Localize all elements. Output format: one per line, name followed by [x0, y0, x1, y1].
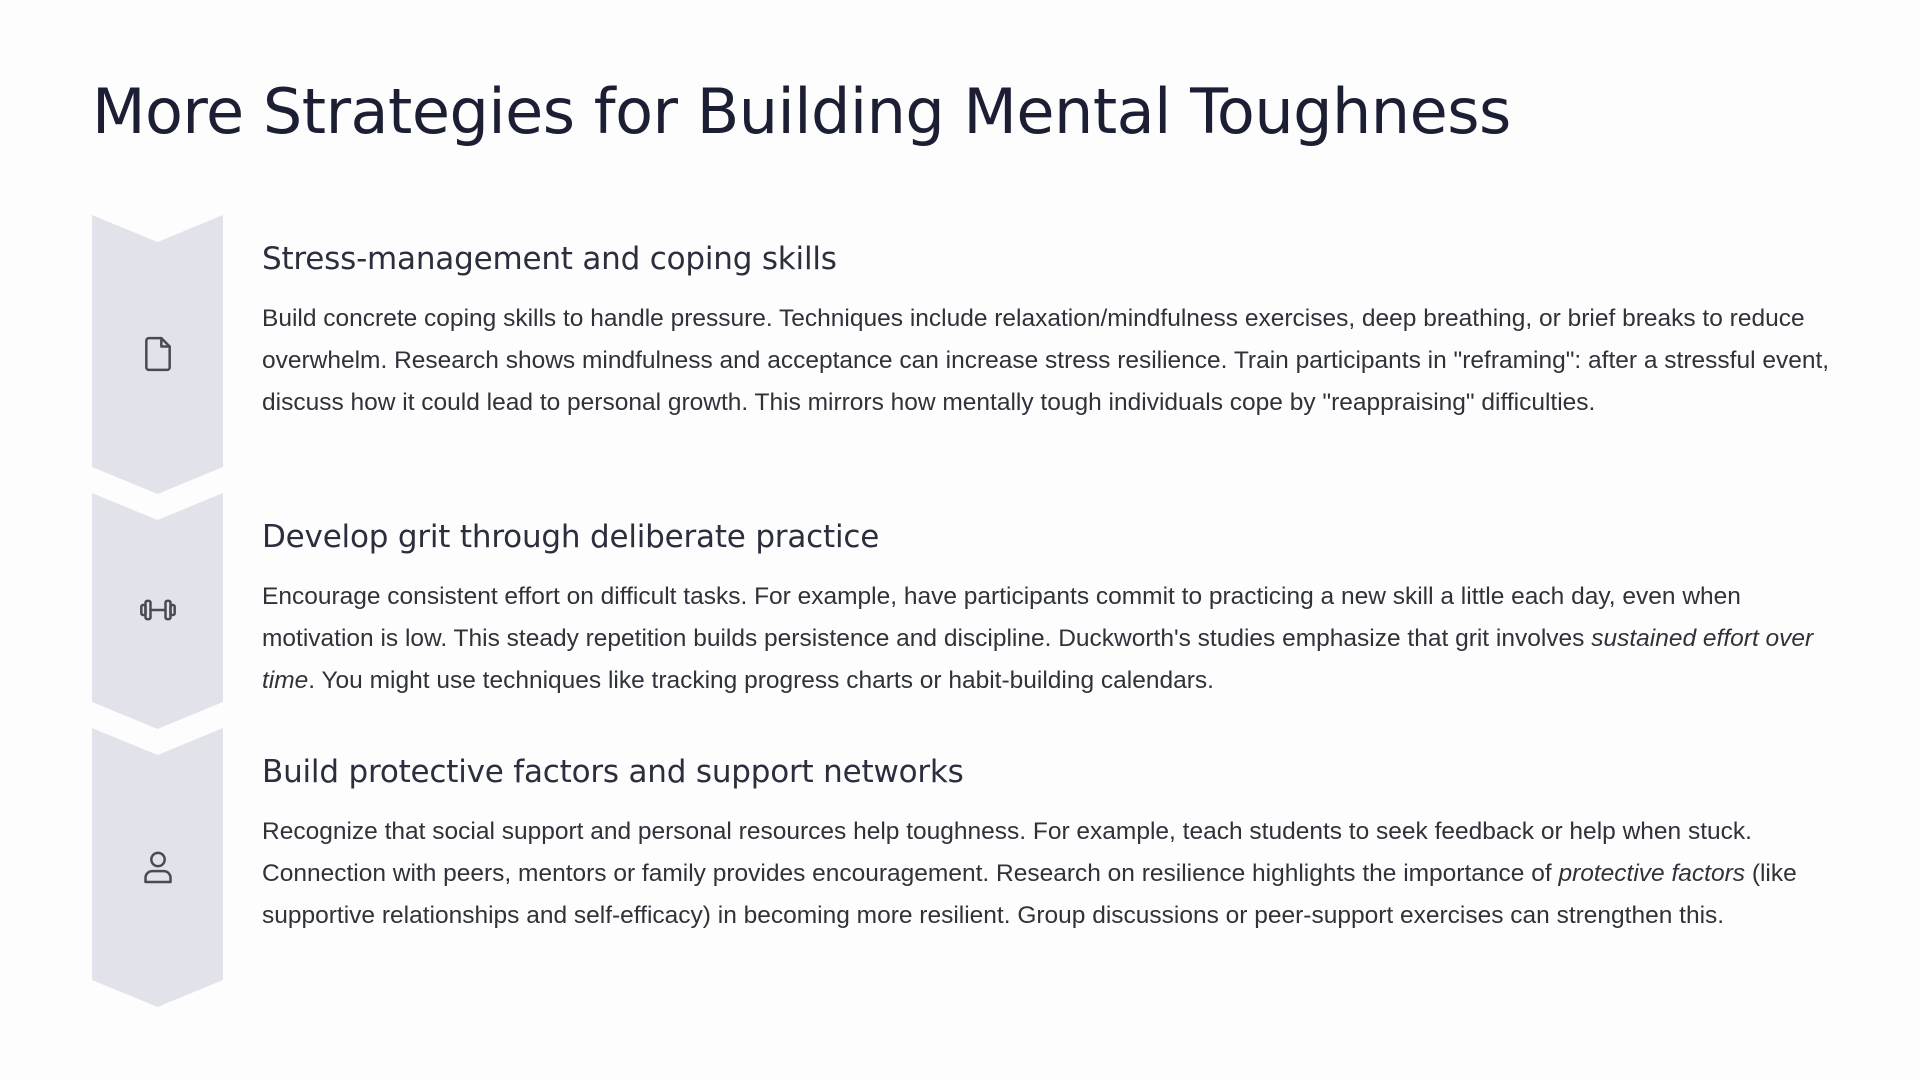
step-1 [262, 241, 1842, 424]
user-icon [138, 847, 178, 887]
step-1-chevron [92, 215, 223, 494]
step-heading: Stress-management and coping skills [262, 241, 837, 277]
step-description-text: Recognize that social support and personal resources help toughness. For example, teach students to seek feedback or help when stuck. Connection with peers, mentors or family provides encouragement. Research on resilience highlights the importance of [262, 818, 1752, 888]
document-icon [138, 334, 178, 374]
step-description-text: (like supportive relationships and self-efficacy) in becoming more resilient. Group discussions or peer-support exercises can strengthen this. [262, 860, 1797, 930]
dumbbell-icon [138, 590, 178, 630]
step-2 [262, 519, 1842, 702]
step-description [262, 811, 1842, 937]
step-3 [262, 754, 1842, 937]
step-description-text: Build concrete coping skills to handle pressure. Techniques include relaxation/mindfulness exercises, deep breathing, or brief breaks to reduce overwhelm. Research shows mindfulness and acceptance can increase stress resilience. Train participants in "reframing": after a stressful event, discuss how it could lead to personal growth. This mirrors how mentally tough individuals cope by "reappraising" difficulties. [262, 305, 1830, 417]
step-description-emphasis: sustained effort over time [262, 625, 1814, 695]
step-description [262, 298, 1842, 424]
step-description-text: Encourage consistent effort on difficult tasks. For example, have participants commit to practicing a new skill a little each day, even when motivation is low. This steady repetition builds persistence and discipline. Duckworth's studies emphasize that grit involves [262, 583, 1741, 653]
step-3-chevron [92, 728, 223, 1007]
step-heading: Build protective factors and support networks [262, 754, 964, 790]
step-2-chevron [92, 493, 223, 729]
step-description-text: . You might use techniques like tracking progress charts or habit-building calendars. [308, 667, 1214, 695]
step-description [262, 576, 1842, 702]
step-heading: Develop grit through deliberate practice [262, 519, 880, 555]
page-title: More Strategies for Building Mental Toughness [92, 75, 1511, 148]
step-description-emphasis: protective factors [1558, 860, 1746, 888]
